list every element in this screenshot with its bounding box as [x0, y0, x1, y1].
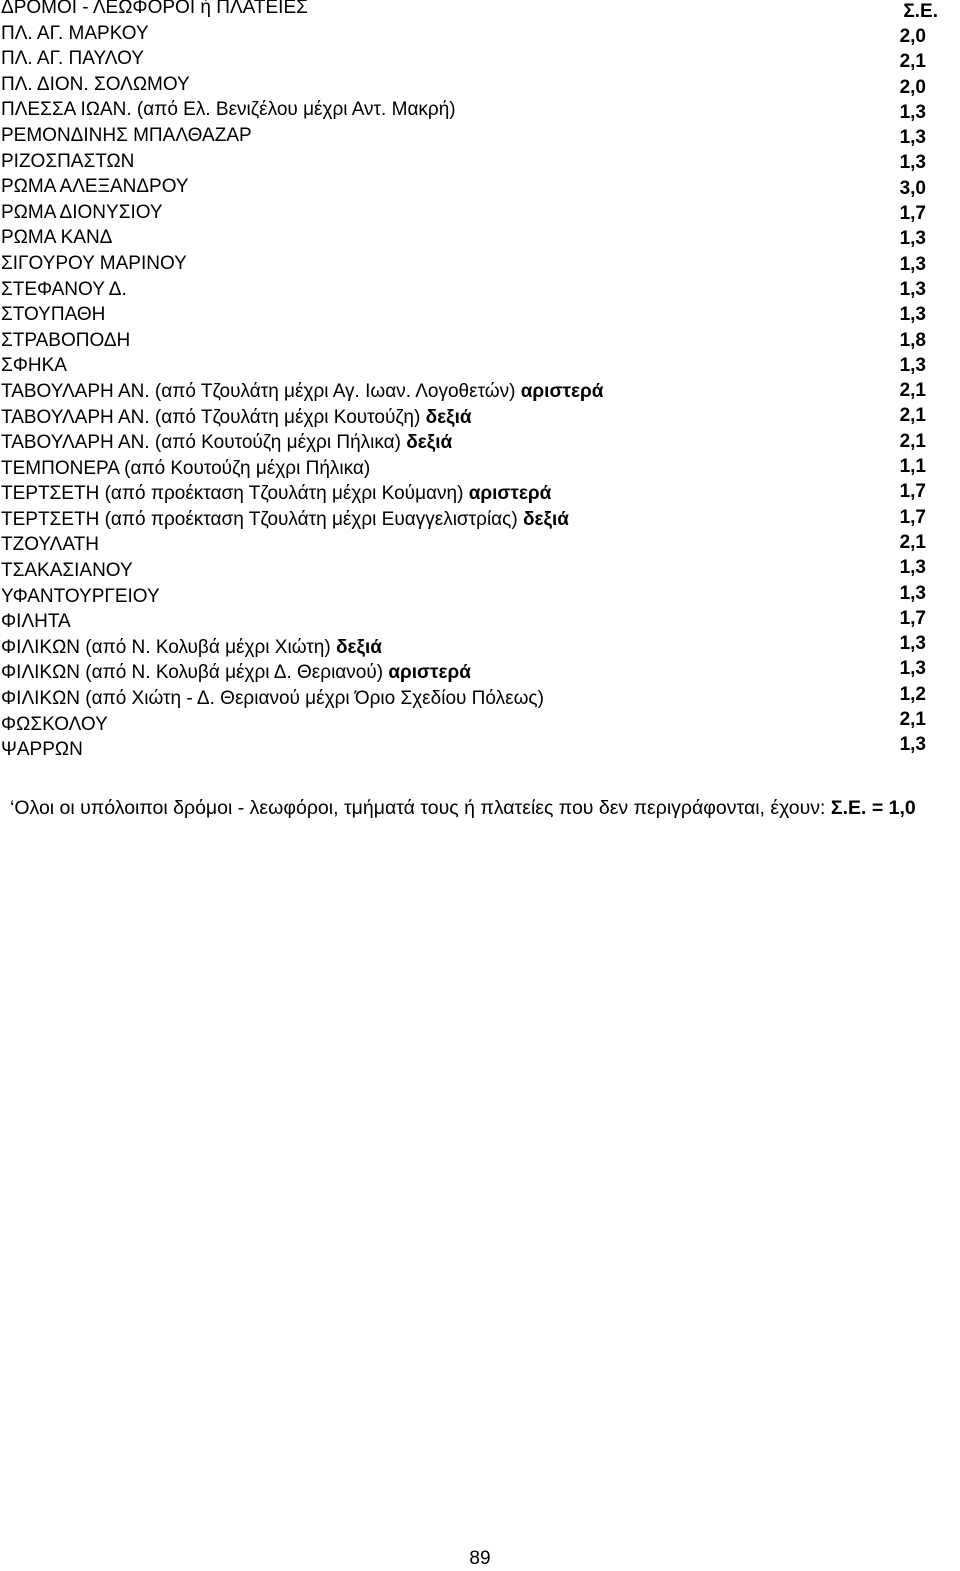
se-values-column	[866, 0, 956, 758]
street-segment-note: (από Κουτούζη μέχρι Πήλικα)	[118, 457, 371, 479]
street-name: ΦΩΣΚΟΛΟΥ	[1, 713, 108, 735]
se-value: 1,3	[899, 127, 926, 149]
se-value: 2,1	[899, 531, 926, 553]
se-value: 1,7	[899, 481, 926, 503]
street-row	[0, 586, 860, 612]
street-segment-note: (από προέκταση Τζουλάτη μέχρι Κούμανη)	[99, 483, 469, 505]
footnote-text: ‘Ολοι οι υπόλοιποι δρόμοι - λεωφόροι, τμήματά τους ή πλατείες που δεν περιγράφονται, έχουν:	[10, 797, 831, 819]
street-row	[0, 509, 860, 535]
street-name: ΡΩΜΑ ΚΑΝΔ	[1, 227, 113, 249]
street-side: δεξιά	[522, 508, 569, 530]
se-value: 2,1	[899, 709, 926, 731]
se-value: 1,1	[899, 456, 926, 478]
street-row	[0, 483, 860, 509]
se-value: 1,3	[899, 582, 926, 604]
street-row	[0, 330, 860, 356]
street-row	[0, 611, 860, 637]
street-row	[0, 432, 860, 458]
street-name: ΠΛ. ΔΙΟΝ. ΣΟΛΩΜΟΥ	[1, 73, 190, 95]
street-row	[0, 176, 860, 202]
se-value: 1,3	[899, 253, 926, 275]
street-row	[0, 48, 860, 74]
street-name: ΨΑΡΡΩΝ	[1, 739, 83, 761]
street-list	[0, 23, 860, 765]
street-row	[0, 202, 860, 228]
se-value: 1,3	[899, 354, 926, 376]
street-name: ΠΛΕΣΣΑ ΙΩΑΝ.	[1, 99, 132, 121]
street-row	[0, 637, 860, 663]
street-name: ΤΑΒΟΥΛΑΡΗ ΑΝ.	[1, 432, 150, 454]
street-row	[0, 279, 860, 305]
se-value-list	[866, 24, 956, 758]
street-name: ΣΤΕΦΑΝΟΥ Δ.	[1, 278, 127, 300]
street-segment-note: (από Τζουλάτη μέχρι Αγ. Ιωαν. Λογοθετών)	[149, 380, 521, 402]
street-name: ΤΕΡΤΣΕΤΗ	[1, 508, 100, 530]
street-side: δεξιά	[335, 636, 382, 658]
street-row	[0, 688, 860, 714]
se-value: 2,0	[899, 26, 926, 47]
table-header-se: Σ.Ε.	[903, 1, 938, 22]
street-name: ΡΙΖΟΣΠΑΣΤΩΝ	[1, 150, 135, 172]
street-segment-note: (από Ν. Κολυβά μέχρι Χιώτη)	[80, 636, 336, 658]
street-segment-note: (από Ν. Κολυβά μέχρι Δ. Θεριανού)	[80, 662, 389, 684]
street-row	[0, 739, 860, 765]
street-row	[0, 355, 860, 381]
street-name: ΣΤΟΥΠΑΘΗ	[1, 304, 106, 326]
street-name: ΤΑΒΟΥΛΑΡΗ ΑΝ.	[1, 380, 150, 402]
street-row	[0, 381, 860, 407]
street-row	[0, 253, 860, 279]
street-name: ΤΕΡΤΣΕΤΗ	[1, 483, 100, 505]
street-segment-note: (από Χιώτη - Δ. Θεριανού μέχρι Όριο Σχεδίου Πόλεως)	[80, 688, 544, 710]
se-value: 1,7	[899, 203, 926, 225]
street-name: ΡΩΜΑ ΑΛΕΞΑΝΔΡΟΥ	[1, 176, 189, 198]
se-value: 1,3	[899, 304, 926, 326]
street-row	[0, 534, 860, 560]
se-value: 1,7	[899, 506, 926, 528]
street-name: ΤΣΑΚΑΣΙΑΝΟΥ	[1, 560, 133, 582]
street-name: ΠΛ. ΑΓ. ΠΑΥΛΟΥ	[1, 48, 144, 70]
street-name: ΤΑΒΟΥΛΑΡΗ ΑΝ.	[1, 406, 150, 428]
street-row	[0, 125, 860, 151]
street-segment-note: (από Τζουλάτη μέχρι Κουτούζη)	[149, 406, 426, 428]
se-value: 1,3	[899, 101, 926, 123]
street-name: ΣΙΓΟΥΡΟΥ ΜΑΡΙΝΟΥ	[1, 252, 187, 274]
se-value: 2,0	[899, 76, 926, 98]
street-row	[0, 227, 860, 253]
street-row	[0, 99, 860, 125]
street-side: δεξιά	[406, 432, 453, 454]
street-side: δεξιά	[425, 406, 472, 428]
table-header-title: ΔΡΟΜΟΙ - ΛΕΩΦΟΡΟΙ ή ΠΛΑΤΕΙΕΣ	[1, 0, 308, 18]
se-value: 2,1	[899, 380, 926, 402]
street-row	[0, 23, 860, 49]
street-segment-note: (από προέκταση Τζουλάτη μέχρι Ευαγγελιστρίας)	[99, 508, 523, 530]
street-side: αριστερά	[520, 380, 604, 402]
street-row	[0, 407, 860, 433]
se-value: 1,7	[899, 607, 926, 629]
street-row	[0, 304, 860, 330]
street-name: ΥΦΑΝΤΟΥΡΓΕΙΟΥ	[1, 585, 160, 607]
street-name: ΡΩΜΑ ΔΙΟΝΥΣΙΟΥ	[1, 201, 163, 223]
street-segment-note: (από Ελ. Βενιζέλου μέχρι Αντ. Μακρή)	[131, 99, 456, 121]
street-row	[0, 560, 860, 586]
street-side: αριστερά	[468, 483, 552, 505]
se-value: 1,3	[899, 278, 926, 300]
street-row	[0, 151, 860, 177]
se-value: 1,3	[899, 228, 926, 250]
se-value: 2,1	[899, 405, 926, 427]
street-row	[0, 662, 860, 688]
se-value: 2,1	[899, 430, 926, 452]
se-value: 1,3	[899, 734, 926, 756]
street-side: αριστερά	[388, 662, 471, 684]
street-name: ΠΛ. ΑΓ. ΜΑΡΚΟΥ	[1, 22, 149, 44]
street-name: ΦΙΛΙΚΩΝ	[1, 688, 81, 710]
street-name: ΤΖΟΥΛΑΤΗ	[1, 534, 99, 556]
page-number: 89	[469, 1548, 491, 1569]
street-name: ΦΙΛΙΚΩΝ	[1, 662, 81, 684]
se-value: 1,3	[899, 633, 926, 655]
street-row	[0, 714, 860, 740]
se-value: 3,0	[899, 177, 926, 199]
se-value: 1,8	[899, 329, 926, 351]
street-name: ΡΕΜΟΝΔΙΝΗΣ ΜΠΑΛΘΑΖΑΡ	[1, 124, 252, 146]
street-name: ΦΙΛΗΤΑ	[1, 611, 71, 633]
se-value: 2,1	[899, 51, 926, 73]
street-segment-note: (από Κουτούζη μέχρι Πήλικα)	[149, 432, 407, 454]
se-value: 1,3	[899, 658, 926, 680]
se-value: 1,3	[899, 557, 926, 579]
street-row	[0, 74, 860, 100]
se-value: 1,3	[899, 152, 926, 174]
se-value: 1,2	[899, 683, 926, 705]
street-names-column	[0, 0, 860, 765]
street-row	[0, 458, 860, 484]
footnote-value: Σ.Ε. = 1,0	[830, 797, 916, 819]
street-name: ΣΤΡΑΒΟΠΟΔΗ	[1, 329, 131, 351]
street-name: ΤΕΜΠΟΝΕΡΑ	[1, 457, 119, 479]
street-name: ΦΙΛΙΚΩΝ	[1, 636, 81, 658]
street-name: ΣΦΗΚΑ	[1, 355, 67, 377]
footnote	[10, 797, 960, 820]
